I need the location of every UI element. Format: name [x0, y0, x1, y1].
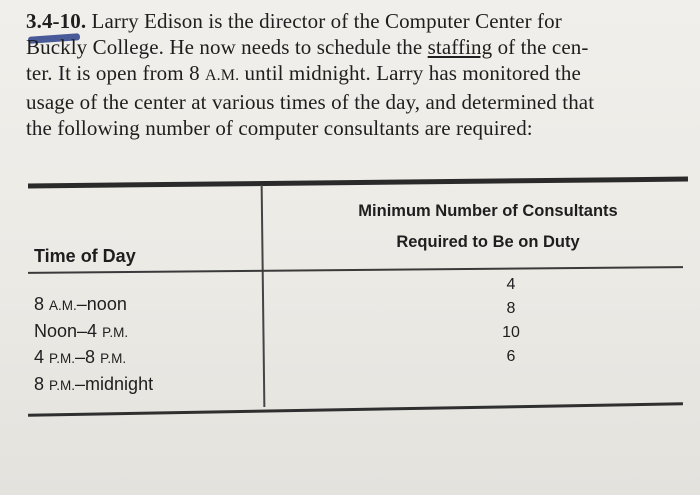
table-row-count: 10 [502, 324, 520, 341]
problem-text: the following number of computer consultants are required: [26, 116, 533, 140]
consultants-header [312, 196, 664, 258]
column-divider [261, 185, 266, 407]
problem-text: of the cen- [492, 35, 589, 59]
problem-text: Larry Edison is the director of the Computer Center for [86, 9, 562, 33]
consultants-header-line2: Required to Be on Duty [396, 233, 580, 251]
problem-text: ter. It is open from 8 [26, 61, 206, 85]
count-column [496, 273, 526, 369]
table-row-count: 8 [506, 300, 516, 317]
consultant-table [0, 170, 700, 430]
problem-line-3 [26, 60, 666, 89]
time-of-day-header: Time of Day [34, 246, 136, 266]
small-caps-am: A.M. [205, 67, 240, 84]
table-row-count: 4 [506, 276, 516, 293]
problem-text: Buckly College. He now needs to schedule the [26, 35, 428, 59]
problem-line-5 [26, 115, 666, 141]
problem-text: usage of the center at various times of the day, and determined that [26, 90, 595, 114]
table-row-time: 8 A.M.–noon [34, 294, 127, 314]
problem-number: 3.4-10. [26, 9, 87, 33]
table-row-time: 8 P.M.–midnight [34, 373, 154, 394]
underlined-word: staffing [427, 35, 493, 59]
problem-line-1 [26, 8, 666, 34]
problem-statement [26, 8, 666, 141]
problem-text: until midnight. Larry has monitored the [239, 61, 581, 85]
time-column [34, 292, 153, 398]
table-row-count: 6 [506, 348, 516, 365]
header-rule [28, 266, 683, 274]
consultants-header-line1: Minimum Number of Consultants [358, 202, 618, 220]
problem-line-2 [26, 34, 666, 60]
table-bottom-rule [28, 402, 683, 416]
problem-line-4 [26, 89, 666, 115]
table-row-time: Noon–4 P.M. [34, 320, 129, 341]
table-top-rule [28, 177, 688, 189]
table-row-time: 4 P.M.–8 P.M. [34, 347, 127, 367]
